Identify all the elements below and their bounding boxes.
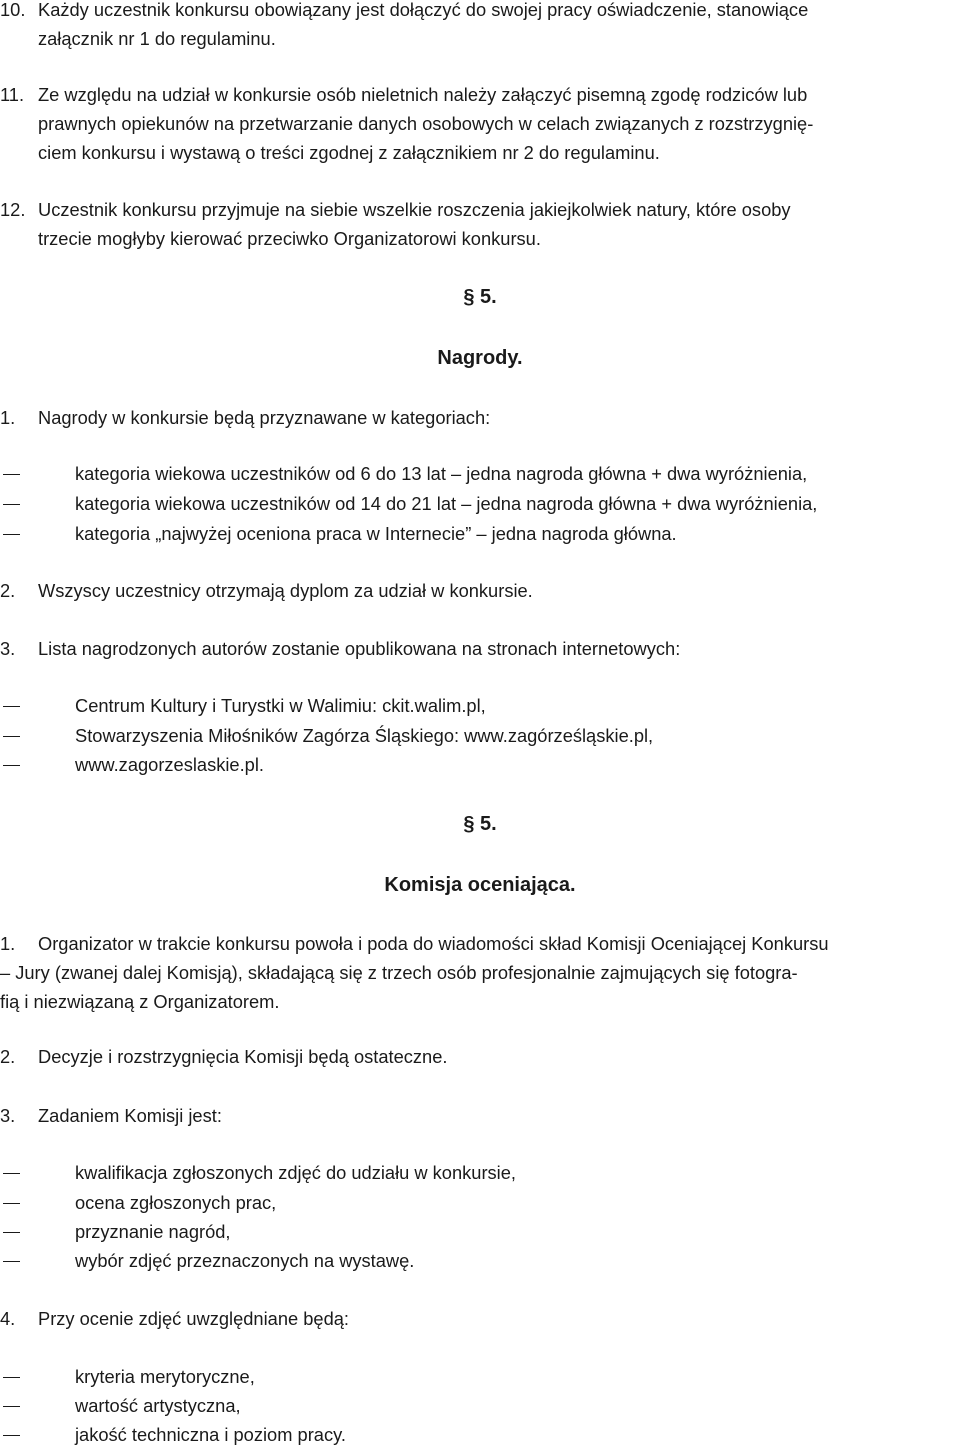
category-item [0, 489, 954, 518]
point-number: 3. [0, 1105, 16, 1126]
point-text: Zadaniem Komisji jest: [38, 1105, 222, 1126]
dash-bullet-icon [0, 721, 75, 750]
point-number: 1. [0, 407, 16, 428]
point-text: Przy ocenie zdjęć uwzględniane będą: [38, 1308, 349, 1329]
point-10 [0, 0, 954, 53]
section-title-jury: Komisja oceniająca. [384, 874, 576, 896]
criteria-item [0, 1362, 954, 1391]
point-text: Nagrody w konkursie będą przyznawane w kategoriach: [38, 407, 491, 428]
point-line: fią i niezwiązaną z Organizatorem. [0, 991, 280, 1012]
task-item [0, 1188, 954, 1217]
website-text: Stowarzyszenia Miłośników Zagórza Śląskiego: www.zagórześląskie.pl, [75, 725, 654, 746]
category-item [0, 519, 954, 548]
dash-bullet-icon [0, 750, 75, 779]
task-item [0, 1217, 954, 1246]
website-item [0, 750, 954, 779]
point-number: 12. [0, 199, 26, 220]
prizes-point-3 [0, 634, 954, 663]
dash-bullet-icon [0, 1188, 75, 1217]
criteria-text: jakość techniczna i poziom pracy. [75, 1424, 346, 1445]
dash-bullet-icon [0, 489, 75, 518]
dash-bullet-icon [0, 691, 75, 720]
jury-point-2 [0, 1042, 954, 1071]
point-12 [0, 195, 954, 253]
website-text: www.zagorzeslaskie.pl. [75, 754, 264, 775]
task-text: wybór zdjęć przeznaczonych na wystawę. [75, 1250, 415, 1271]
point-11 [0, 80, 954, 167]
task-item [0, 1246, 954, 1275]
website-item [0, 691, 954, 720]
task-text: kwalifikacja zgłoszonych zdjęć do udziału w konkursie, [75, 1162, 516, 1183]
criteria-item [0, 1420, 954, 1449]
point-number: 4. [0, 1308, 16, 1329]
point-line: Każdy uczestnik konkursu obowiązany jest dołączyć do swojej pracy oświadczenie, stanowiące [38, 0, 809, 20]
point-line: – Jury (zwanej dalej Komisją), składającą się z trzech osób profesjonalnie zajmujących się fotogra- [0, 962, 798, 983]
point-number: 1. [0, 933, 16, 954]
point-line: Ze względu na udział w konkursie osób nieletnich należy załączyć pisemną zgodę rodziców lub [38, 84, 808, 105]
dash-bullet-icon [0, 1420, 75, 1449]
point-line: ciem konkursu i wystawą o treści zgodnej z załącznikiem nr 2 do regulaminu. [38, 142, 660, 163]
point-line: Uczestnik konkursu przyjmuje na siebie wszelkie roszczenia jakiejkolwiek natury, które osoby [38, 199, 791, 220]
jury-point-4 [0, 1304, 954, 1333]
prizes-point-2 [0, 576, 954, 605]
point-text: Wszyscy uczestnicy otrzymają dyplom za udział w konkursie. [38, 580, 533, 601]
point-number: 2. [0, 580, 16, 601]
dash-bullet-icon [0, 1391, 75, 1420]
dash-bullet-icon [0, 1246, 75, 1275]
dash-bullet-icon [0, 519, 75, 548]
point-number: 2. [0, 1046, 16, 1067]
criteria-item [0, 1391, 954, 1420]
point-text: Decyzje i rozstrzygnięcia Komisji będą ostateczne. [38, 1046, 448, 1067]
point-text: Lista nagrodzonych autorów zostanie opublikowana na stronach internetowych: [38, 638, 681, 659]
point-line: Organizator w trakcie konkursu powoła i poda do wiadomości skład Komisji Oceniającej Konkursu [38, 933, 829, 954]
category-text: kategoria „najwyżej oceniona praca w Internecie” – jedna nagroda główna. [75, 523, 677, 544]
criteria-text: kryteria merytoryczne, [75, 1366, 255, 1387]
point-number: 3. [0, 638, 16, 659]
task-item [0, 1158, 954, 1187]
jury-point-3 [0, 1101, 954, 1130]
website-item [0, 721, 954, 750]
point-line: prawnych opiekunów na przetwarzanie danych osobowych w celach związanych z rozstrzygnię- [38, 113, 814, 134]
point-number: 10. [0, 0, 26, 20]
category-text: kategoria wiekowa uczestników od 6 do 13 lat – jedna nagroda główna + dwa wyróżnienia, [75, 463, 808, 484]
section-symbol: § 5. [463, 286, 497, 308]
task-text: przyznanie nagród, [75, 1221, 231, 1242]
criteria-text: wartość artystyczna, [75, 1395, 241, 1416]
section-symbol: § 5. [463, 813, 497, 835]
jury-point-1 [0, 929, 954, 1016]
section-title-prizes: Nagrody. [437, 347, 523, 369]
point-number: 11. [0, 84, 25, 105]
point-line: trzecie mogłyby kierować przeciwko Organizatorowi konkursu. [38, 228, 541, 249]
category-text: kategoria wiekowa uczestników od 14 do 21 lat – jedna nagroda główna + dwa wyróżnienia, [75, 493, 818, 514]
dash-bullet-icon [0, 1158, 75, 1187]
website-text: Centrum Kultury i Turystki w Walimiu: ckit.walim.pl, [75, 695, 486, 716]
category-item [0, 459, 954, 488]
prizes-point-1 [0, 403, 954, 432]
point-line: załącznik nr 1 do regulaminu. [38, 28, 276, 49]
dash-bullet-icon [0, 459, 75, 488]
dash-bullet-icon [0, 1362, 75, 1391]
task-text: ocena zgłoszonych prac, [75, 1192, 277, 1213]
dash-bullet-icon [0, 1217, 75, 1246]
